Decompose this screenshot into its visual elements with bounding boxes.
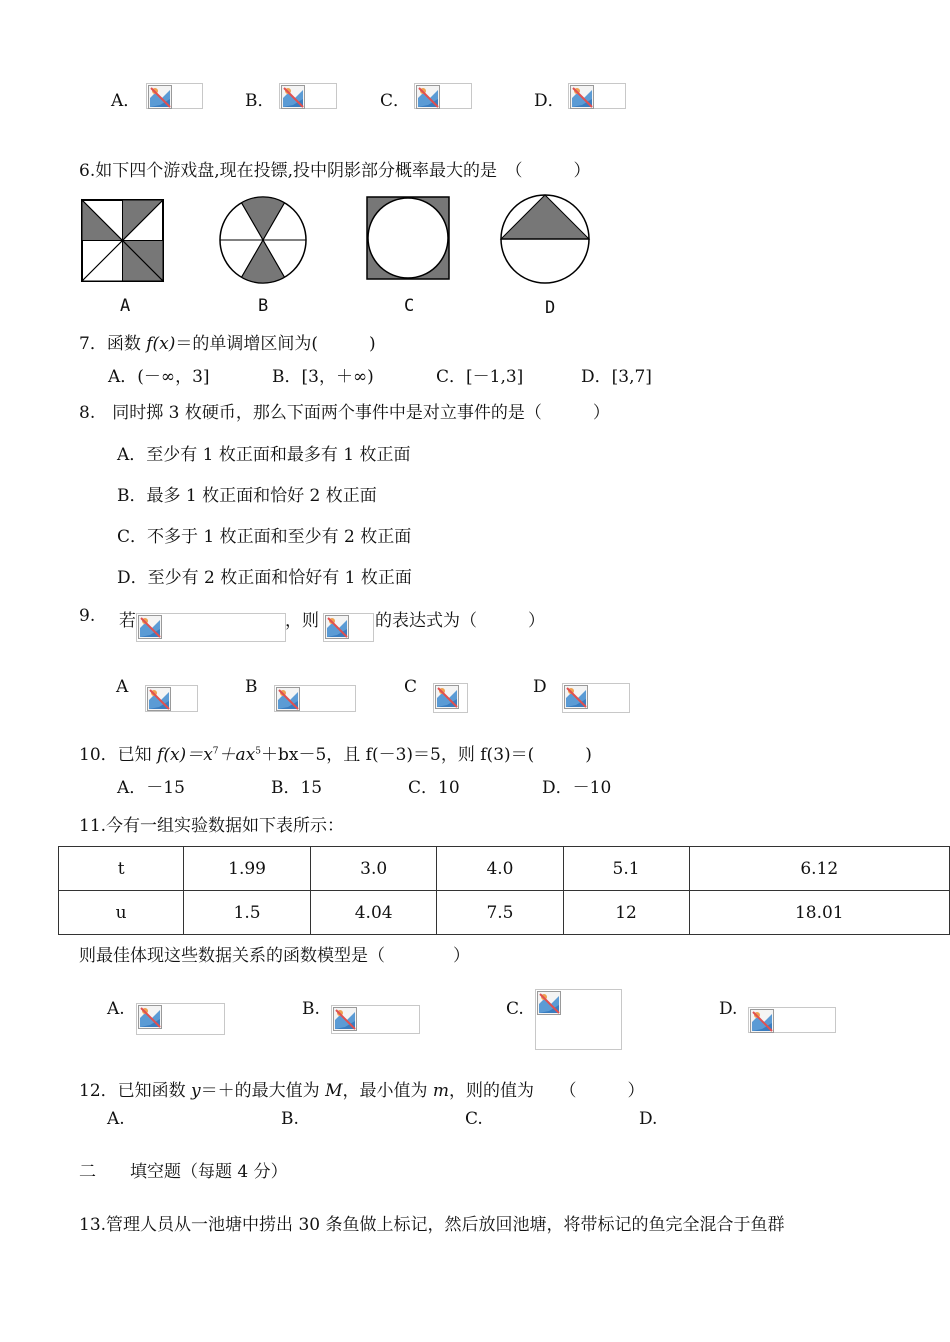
q5-option-c: C．: [380, 91, 411, 111]
formula-image: [136, 1003, 225, 1035]
formula-image: [274, 685, 356, 712]
q7-option-b: B．[3，＋∞): [272, 367, 374, 387]
q11-option-c: C.: [506, 999, 524, 1019]
formula-image: [136, 613, 286, 642]
q9-then: ，则: [285, 611, 319, 631]
q10-option-d: D．－10: [542, 778, 612, 798]
formula-image: [331, 1005, 420, 1034]
table-cell: 1.99: [184, 847, 311, 891]
q8-option-b: B．最多 1 枚正面和恰好 2 枚正面: [117, 486, 377, 506]
formula-image: [323, 613, 374, 642]
q5-option-d: D．: [534, 91, 565, 111]
q5-option-a: A．: [111, 91, 141, 111]
q9-option-b: B: [245, 677, 258, 697]
q9-tail: 的表达式为（ ）: [375, 611, 545, 631]
q13-stem: 13.管理人员从一池塘中捞出 30 条鱼做上标记，然后放回池塘，将带标记的鱼完全混合于鱼群: [79, 1215, 785, 1235]
q9-option-a: A: [116, 677, 129, 697]
q11-option-a: A.: [107, 999, 125, 1019]
data-table: [58, 846, 950, 935]
q9-option-d: D: [533, 677, 547, 697]
table-cell: 4.0: [437, 847, 563, 891]
section-heading: 二 填空题（每题 4 分）: [79, 1162, 288, 1182]
table-cell: u: [59, 891, 184, 935]
formula-image: [279, 83, 337, 109]
q7-option-a: A．(－∞，3]: [108, 367, 210, 387]
dartboard-a: [78, 196, 168, 286]
q12-option-d: D.: [639, 1109, 658, 1129]
formula-image: [414, 83, 472, 109]
q8-option-a: A．至少有 1 枚正面和最多有 1 枚正面: [117, 445, 411, 465]
q12-option-b: B.: [281, 1109, 299, 1129]
table-cell: 18.01: [689, 891, 949, 935]
q12-stem: 12．已知函数 y＝＋的最大值为 M，最小值为 m，则的值为 （ ）: [79, 1081, 645, 1101]
q9-if: 若: [119, 611, 136, 631]
q8-option-c: C．不多于 1 枚正面和至少有 2 枚正面: [117, 527, 412, 547]
q8-option-d: D．至少有 2 枚正面和恰好有 1 枚正面: [117, 568, 412, 588]
q9-option-c: C: [404, 677, 418, 697]
table-cell: 12: [563, 891, 689, 935]
q10-option-a: A．－15: [117, 778, 185, 798]
table-cell: 3.0: [310, 847, 437, 891]
dartboard-label-c: C: [404, 296, 415, 316]
formula-image: [748, 1007, 836, 1033]
table-cell: 4.04: [310, 891, 437, 935]
table-cell: 7.5: [437, 891, 563, 935]
q10-option-c: C．10: [408, 778, 460, 798]
q7-stem: 7．函数 f(x)＝的单调增区间为( ): [79, 334, 376, 354]
q6-stem: 6.如下四个游戏盘,现在投镖,投中阴影部分概率最大的是 （ ）: [79, 161, 591, 181]
table-cell: 1.5: [184, 891, 311, 935]
formula-image: [145, 685, 198, 712]
dartboard-b: [216, 193, 312, 289]
q7-option-c: C．[－1,3]: [436, 367, 524, 387]
formula-image: [535, 989, 622, 1050]
q9-number: 9.: [79, 606, 96, 626]
dartboard-label-d: D: [545, 298, 556, 318]
dartboard-label-b: B: [258, 296, 269, 316]
q10-option-b: B．15: [271, 778, 323, 798]
table-cell: 6.12: [689, 847, 949, 891]
q12-option-a: A.: [107, 1109, 125, 1129]
table-cell: t: [59, 847, 184, 891]
q11-stem: 11.今有一组实验数据如下表所示：: [79, 816, 345, 836]
q11-question: 则最佳体现这些数据关系的函数模型是（ ）: [79, 946, 470, 966]
q11-option-d: D.: [719, 999, 738, 1019]
q5-option-b: B．: [245, 91, 275, 111]
q12-option-c: C.: [465, 1109, 483, 1129]
q10-stem: 10．已知 $f(x)=x^7+ax^5+bx-5$，且 f(－3)＝5，则 f(3)＝( ): [79, 745, 592, 765]
dartboard-label-a: A: [120, 296, 131, 316]
q7-option-d: D．[3,7]: [581, 367, 652, 387]
q8-stem: 8. 同时掷 3 枚硬币，那么下面两个事件中是对立事件的是（ ）: [79, 403, 610, 423]
dartboard-c: [364, 194, 454, 284]
table-cell: 5.1: [563, 847, 689, 891]
table-row: [59, 847, 950, 891]
formula-image: [146, 83, 203, 109]
dartboard-d: [497, 191, 593, 287]
formula-image: [562, 683, 630, 713]
formula-image: [568, 83, 626, 109]
q11-option-b: B.: [302, 999, 320, 1019]
formula-image: [433, 683, 468, 713]
table-row: [59, 891, 950, 935]
